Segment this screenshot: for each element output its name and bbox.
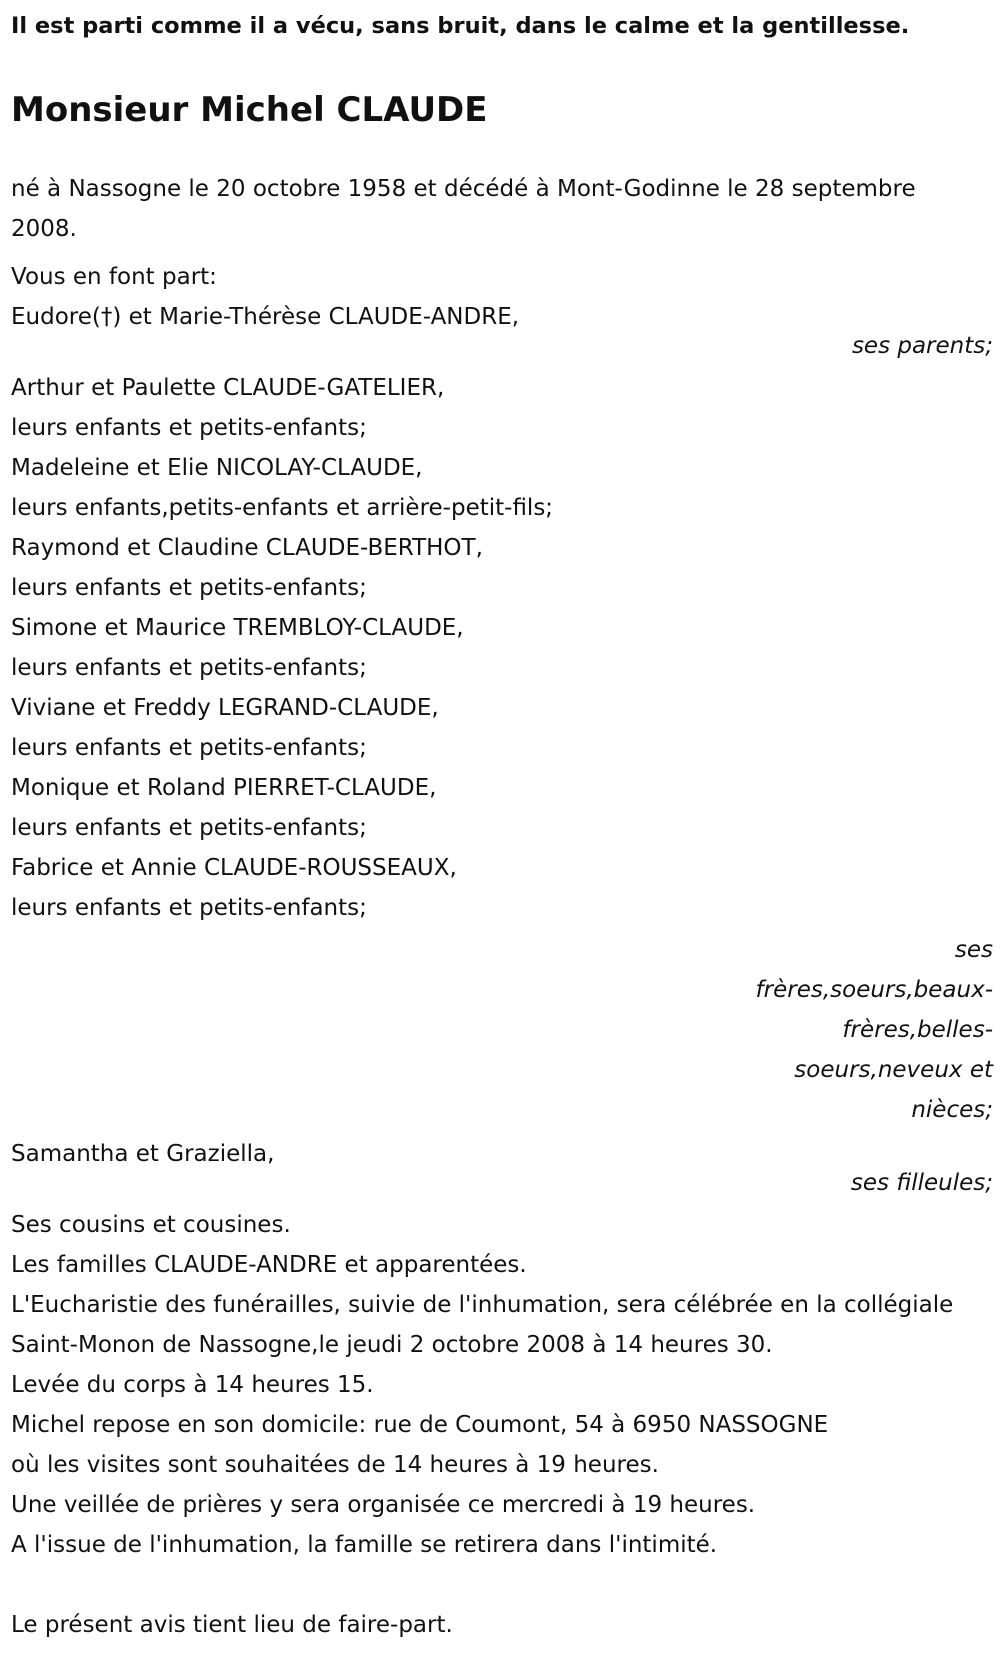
sibling-line: leurs enfants et petits-enfants; (11, 815, 367, 841)
ceremony-line: L'Eucharistie des funérailles, suivie de l'inhumation, sera célébrée en la collégiale Saint-Monon de Nassogne,le jeudi 2 octobre 2008 à 14 heures 30. (11, 1292, 954, 1358)
goddaughters-role: ses filleules; (850, 1170, 993, 1196)
announcement-block (11, 257, 993, 1645)
sibling-line: Fabrice et Annie CLAUDE-ROUSSEAUX, (11, 855, 457, 881)
siblings-list (11, 368, 993, 928)
families-line: Les familles CLAUDE-ANDRE et apparentées. (11, 1252, 527, 1278)
intimacy-line: A l'issue de l'inhumation, la famille se retirera dans l'intimité. (11, 1532, 718, 1558)
spacer (11, 1565, 993, 1605)
sibling-line: Monique et Roland PIERRET-CLAUDE, (11, 775, 437, 801)
sibling-line: leurs enfants et petits-enfants; (11, 895, 367, 921)
deceased-name: Monsieur Michel CLAUDE (11, 90, 488, 130)
visits-line: où les visites sont souhaitées de 14 heures à 19 heures. (11, 1452, 659, 1478)
sibling-line: leurs enfants et petits-enfants; (11, 655, 367, 681)
cousins-line: Ses cousins et cousines. (11, 1212, 291, 1238)
parents-role: ses parents; (851, 333, 993, 359)
sibling-line: leurs enfants et petits-enfants; (11, 575, 367, 601)
sibling-line: Arthur et Paulette CLAUDE-GATELIER, (11, 375, 445, 401)
obituary-notice (11, 0, 993, 1645)
vigil-line: Une veillée de prières y sera organisée ce mercredi à 19 heures. (11, 1492, 756, 1518)
notice-line: Le présent avis tient lieu de faire-part. (11, 1612, 453, 1638)
parents-names: Eudore(†) et Marie-Thérèse CLAUDE-ANDRE, (11, 304, 520, 330)
sibling-line: Madeleine et Elie NICOLAY-CLAUDE, (11, 455, 423, 481)
goddaughters-names: Samantha et Graziella, (11, 1141, 275, 1167)
sibling-line: Viviane et Freddy LEGRAND-CLAUDE, (11, 695, 439, 721)
sibling-line: leurs enfants et petits-enfants; (11, 735, 367, 761)
domicile-line: Michel repose en son domicile: rue de Coumont, 54 à 6950 NASSOGNE (11, 1412, 829, 1438)
announce-intro: Vous en font part: (11, 264, 217, 290)
epigraph: Il est parti comme il a vécu, sans bruit, dans le calme et la gentillesse. (11, 13, 910, 39)
sibling-line: Raymond et Claudine CLAUDE-BERTHOT, (11, 535, 483, 561)
sibling-line: Simone et Maurice TREMBLOY-CLAUDE, (11, 615, 464, 641)
sibling-line: leurs enfants,petits-enfants et arrière-petit-fils; (11, 495, 554, 521)
levee-line: Levée du corps à 14 heures 15. (11, 1372, 374, 1398)
birth-death-line: né à Nassogne le 20 octobre 1958 et décédé à Mont-Godinne le 28 septembre 2008. (11, 176, 916, 242)
sibling-line: leurs enfants et petits-enfants; (11, 415, 367, 441)
siblings-role: ses frères,soeurs,beaux-frères,belles-soeurs,neveux et nièces; (755, 937, 993, 1123)
